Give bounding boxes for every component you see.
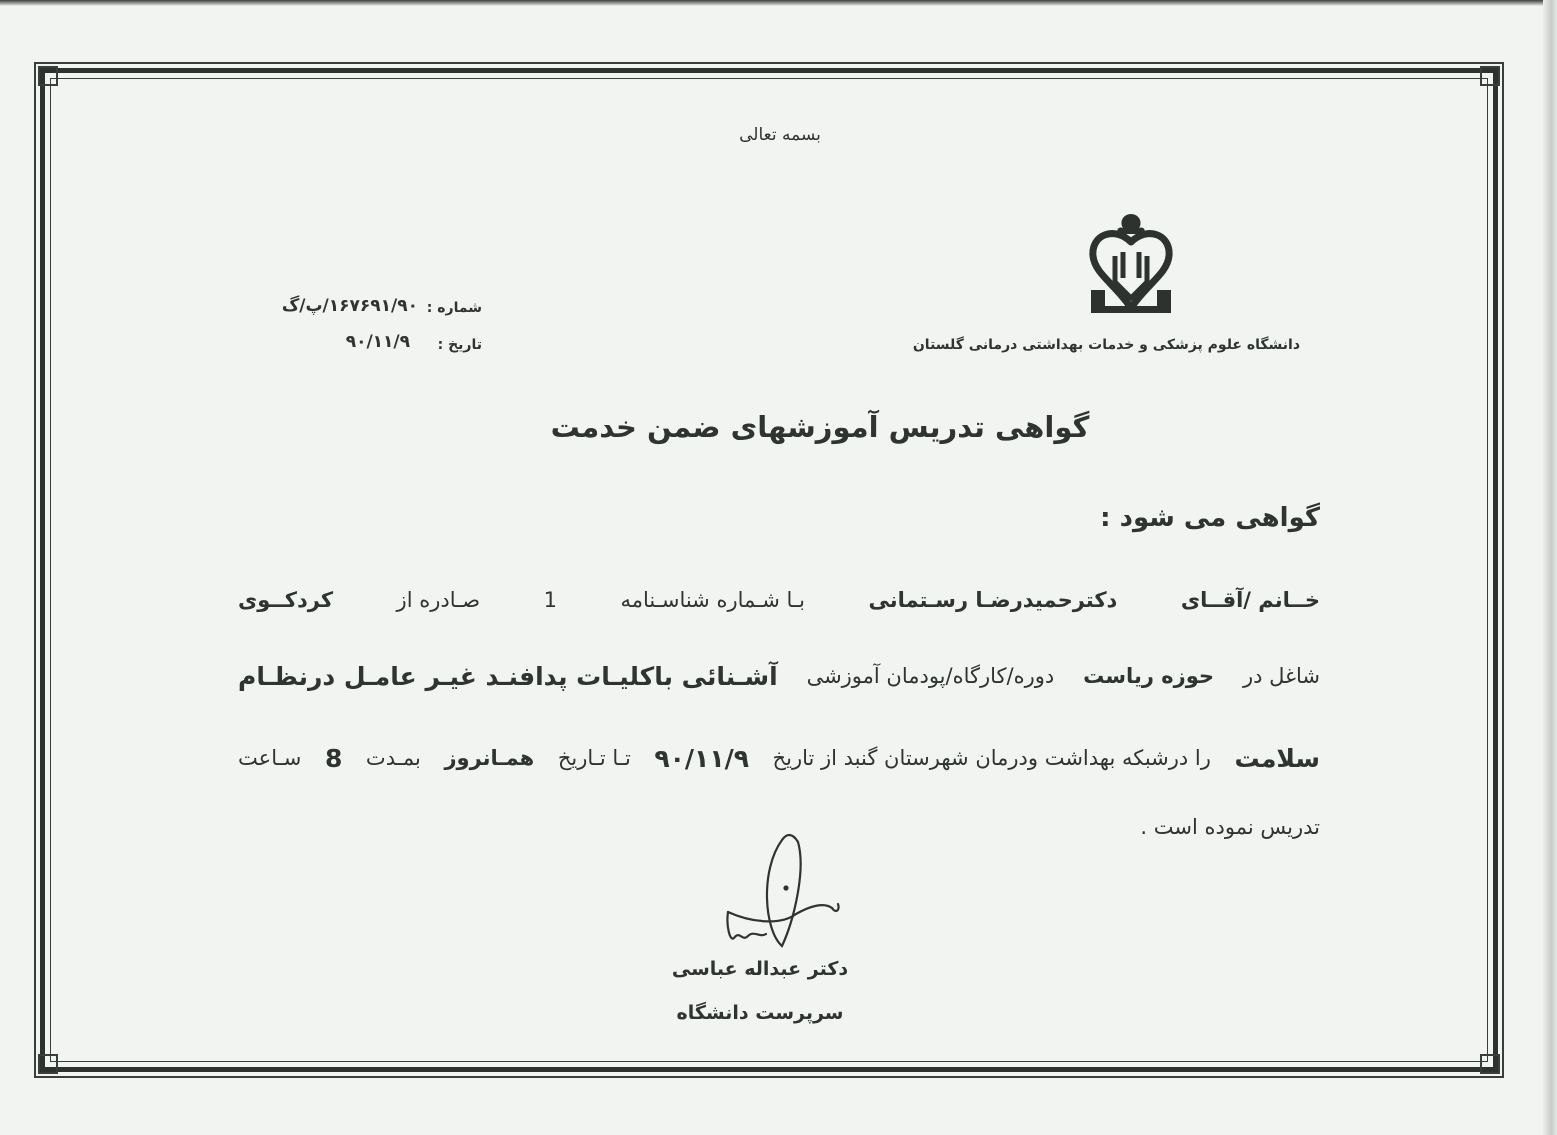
signer-title: سرپرست دانشگاه [676, 1002, 844, 1024]
to-value: همـانروز [444, 746, 535, 770]
scan-edge-right [1543, 0, 1557, 1135]
from-date: ۹۰/۱۱/۹ [654, 743, 749, 773]
workplace: حوزه ریاست [1083, 664, 1215, 688]
signer-name: دکتر عبداله عباسی [671, 958, 849, 980]
course-label: دوره/کارگاه/پودمان آموزشی [806, 664, 1055, 688]
id-value: 1 [543, 588, 557, 612]
frame-corner-top-right [1480, 66, 1500, 86]
course-name-end: سلامت [1234, 743, 1320, 773]
issued-place: کردکــوی [238, 588, 334, 612]
body-line-1 [238, 578, 1320, 622]
invocation-text: بسمه تعالی [739, 125, 821, 145]
date-label: تاریخ : [437, 337, 482, 353]
frame-corner-bottom-right [1480, 1054, 1500, 1074]
certificate-title: گواهی تدریس آموزشهای ضمن خدمت [550, 410, 1090, 444]
hours-value: 8 [324, 743, 343, 773]
frame-corner-top-left [38, 66, 58, 86]
number-label: شماره : [426, 300, 482, 316]
course-name: آشـنائی باکلیـات پدافنـد غیـر عامـل درنظـام [238, 661, 778, 691]
issued-label: صـادره از [396, 588, 481, 612]
body-line-2 [238, 654, 1320, 698]
salutation: خــانم /آقــای [1180, 588, 1320, 612]
body-line-3 [238, 736, 1320, 780]
location-text: را درشبکه بهداشت ودرمان شهرستان گنبد از تاریخ [772, 746, 1211, 770]
duration-label: بمـدت [365, 746, 421, 770]
body-line-4: تدریس نموده است . [1140, 815, 1320, 839]
university-emblem-icon [1085, 212, 1177, 316]
university-name: دانشگاه علوم پزشکی و خدمات بهداشتی درمانی گلستان [912, 337, 1300, 353]
number-value: ۱۶۷۶۹۱/۹۰/پ/گ [281, 296, 418, 316]
recipient-name: دکترحمیدرضـا رسـتمانی [868, 588, 1118, 612]
certifies-heading: گواهی می شود : [1100, 503, 1320, 533]
date-value: ۹۰/۱۱/۹ [345, 332, 410, 352]
to-label: تـا تـاریخ [557, 746, 631, 770]
frame-corner-bottom-left [38, 1054, 58, 1074]
signature-icon [720, 830, 860, 960]
employed-label: شاغل در [1242, 664, 1320, 688]
id-label: بـا شـماره شناسـنامه [620, 588, 805, 612]
hours-label: سـاعت [238, 746, 302, 770]
